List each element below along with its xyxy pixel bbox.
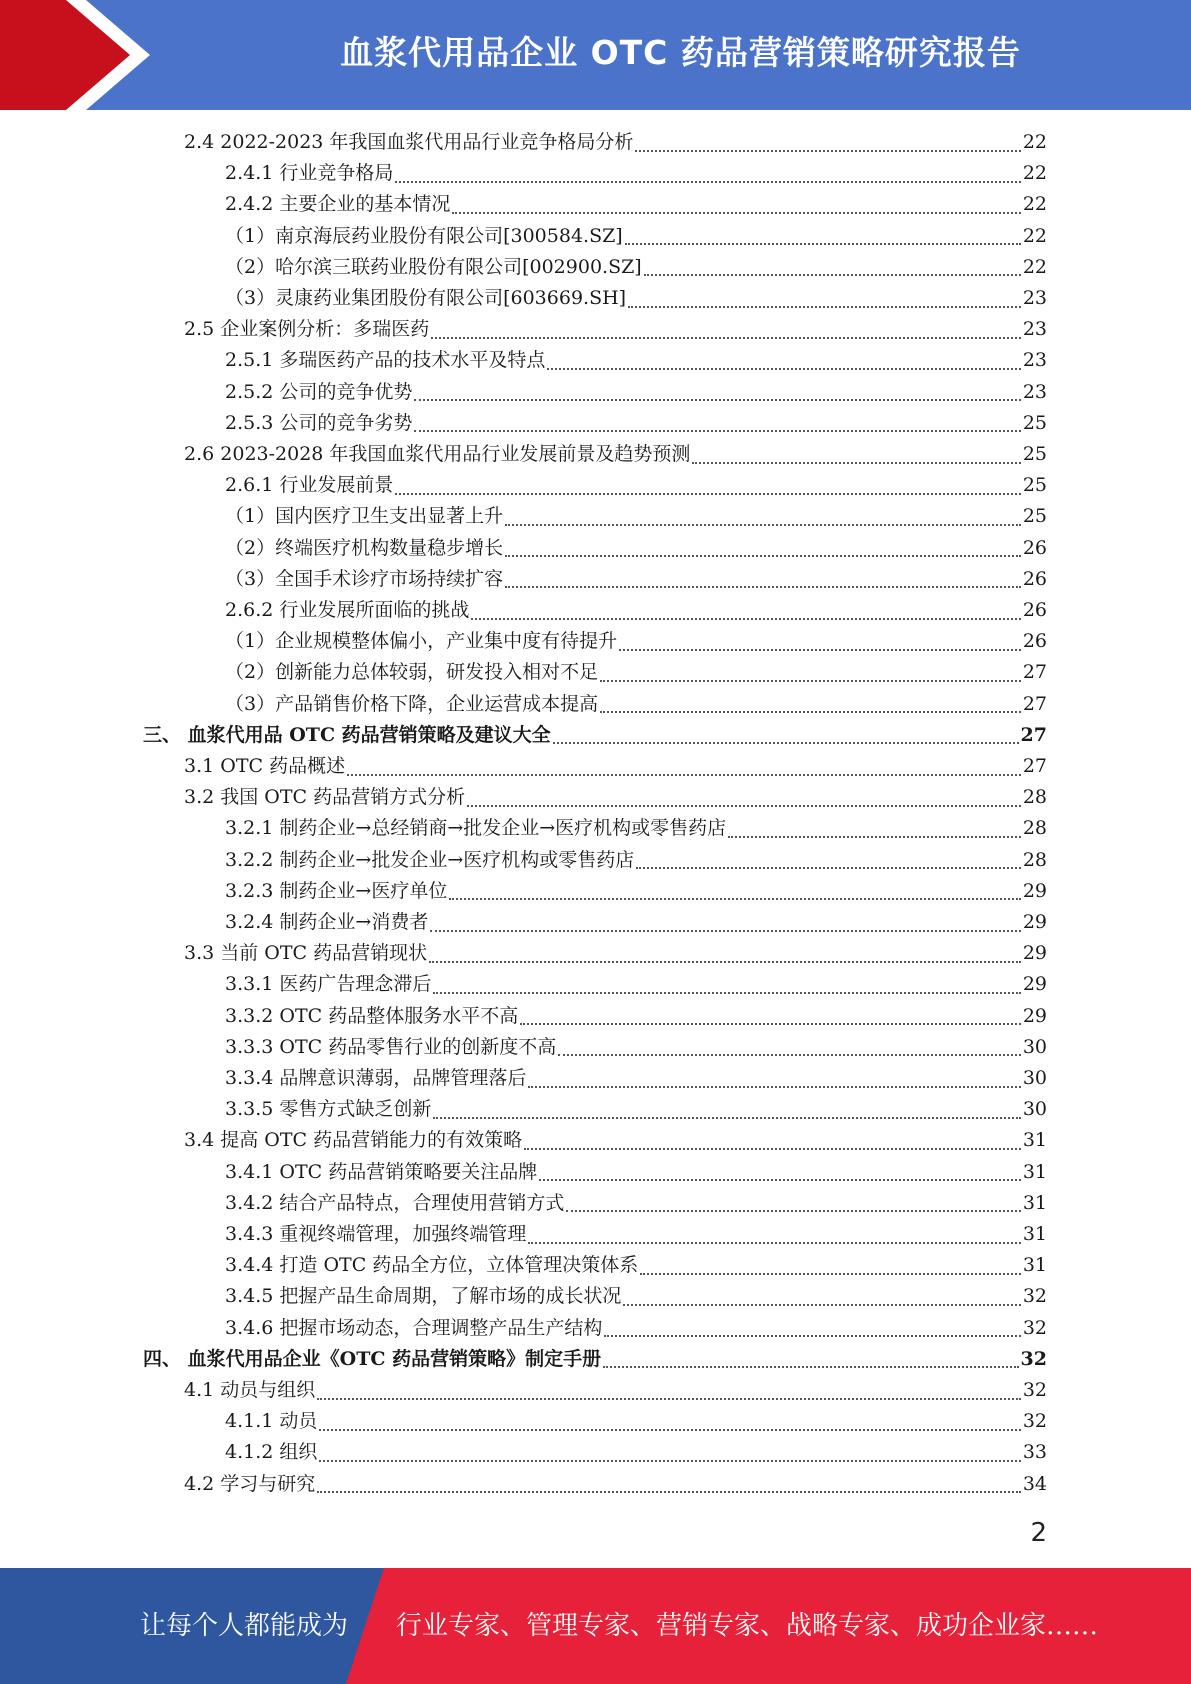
toc-entry-page: 28 [1022, 848, 1047, 871]
toc-entry-title: 主要企业的基本情况 [279, 193, 451, 216]
toc-entry-number: （2） [225, 536, 276, 559]
toc-entry-page: 33 [1022, 1441, 1047, 1464]
toc-entry-title: 动员 [279, 1410, 318, 1433]
toc-dot-leader [317, 1491, 1021, 1493]
toc-entry-number: 3.3.3 [225, 1035, 274, 1058]
toc-entry-title: OTC 药品整体服务水平不高 [279, 1004, 519, 1027]
toc-entry-page: 31 [1022, 1191, 1047, 1214]
toc-entry-number: （1） [225, 505, 276, 528]
toc-entry-page: 29 [1022, 911, 1047, 933]
toc-entry-title: 把握市场动态，合理调整产品生产结构 [279, 1316, 603, 1339]
toc-entry-title: 2023-2028 年我国血浆代用品行业发展前景及趋势预测 [220, 443, 691, 465]
toc-entry-title: 制药企业→总经销商→批发企业→医疗机构或零售药店 [279, 817, 727, 840]
toc-dot-leader [429, 961, 1021, 963]
toc-entry-title: 当前 OTC 药品营销现状 [220, 942, 428, 965]
toc-dot-leader [692, 462, 1020, 464]
toc-dot-leader [623, 1304, 1020, 1306]
toc-entry-title: 结合产品特点，合理使用营销方式 [279, 1191, 565, 1214]
toc-entry-title: OTC 药品零售行业的创新度不高 [279, 1035, 557, 1058]
toc-entry-page: 30 [1022, 1067, 1047, 1089]
toc-entry-title: 企业案例分析：多瑞医药 [220, 318, 430, 341]
toc-entry[interactable] [225, 657, 1047, 688]
toc-dot-leader [600, 711, 1021, 713]
toc-entry-page: 34 [1022, 1472, 1047, 1495]
toc-entry-page: 22 [1022, 162, 1047, 185]
toc-dot-leader [319, 1460, 1020, 1462]
toc-entry-title: 零售方式缺乏创新 [279, 1098, 432, 1121]
toc-entry-page: 27 [1022, 661, 1047, 684]
toc-dot-leader [395, 493, 1020, 495]
toc-entry-gap [181, 720, 188, 751]
toc-dot-leader [644, 274, 1021, 276]
toc-entry-page: 31 [1022, 1223, 1047, 1245]
page-number: 2 [1030, 1518, 1047, 1548]
toc-entry[interactable] [225, 1437, 1047, 1468]
toc-entry[interactable] [225, 501, 1047, 532]
toc-entry-page: 31 [1022, 1160, 1047, 1183]
toc-entry-number: 2.4 [184, 131, 215, 153]
toc-entry-title: 哈尔滨三联药业股份有限公司[002900.SZ] [275, 255, 642, 278]
toc-entry-page: 22 [1022, 193, 1047, 216]
toc-entry-number: 2.6 [184, 443, 215, 465]
toc-dot-leader [635, 150, 1020, 152]
toc-entry-number: 2.5.2 [225, 380, 274, 403]
toc-entry-page: 25 [1022, 411, 1047, 434]
toc-entry-page: 32 [1020, 1347, 1047, 1370]
toc-entry-title: 组织 [279, 1441, 318, 1464]
toc-entry[interactable] [225, 1063, 1047, 1094]
toc-entry-title: 制药企业→批发企业→医疗机构或零售药店 [279, 848, 635, 871]
toc-entry-number: （3） [225, 567, 276, 590]
toc-entry[interactable] [225, 1219, 1047, 1250]
toc-entry-title: 公司的竞争优势 [279, 380, 413, 403]
toc-entry-number: （2） [225, 255, 276, 278]
toc-entry-number: 3.3.1 [225, 973, 274, 996]
toc-entry[interactable] [225, 845, 1047, 876]
toc-entry-title: 南京海辰药业股份有限公司[300584.SZ] [275, 224, 623, 247]
toc-entry[interactable] [225, 689, 1047, 720]
toc-entry-number: 3.1 [184, 755, 215, 777]
toc-entry-title: 灵康药业集团股份有限公司[603669.SH] [275, 287, 627, 309]
toc-entry-page: 22 [1022, 224, 1047, 247]
toc-entry[interactable] [225, 1157, 1047, 1188]
toc-entry[interactable] [225, 1313, 1047, 1344]
header-banner [0, 0, 1191, 110]
toc-entry[interactable] [184, 751, 1047, 782]
toc-entry[interactable] [184, 782, 1047, 813]
toc-entry[interactable] [184, 1469, 1047, 1500]
toc-entry-page: 26 [1022, 536, 1047, 559]
toc-dot-leader [528, 1086, 1020, 1088]
toc-entry[interactable] [225, 907, 1047, 938]
toc-entry-number: （3） [225, 692, 276, 715]
toc-entry-title: 行业发展所面临的挑战 [279, 599, 470, 621]
toc-dot-leader [524, 1148, 1021, 1150]
toc-entry-number: 3.4 [184, 1129, 215, 1152]
toc-entry-number: 4.2 [184, 1472, 215, 1495]
toc-entry-page: 28 [1022, 817, 1047, 840]
toc-entry-title: 多瑞医药产品的技术水平及特点 [279, 349, 546, 372]
toc-entry-number: 3.4.2 [225, 1191, 274, 1214]
toc-entry[interactable] [184, 314, 1047, 345]
toc-entry-title: 提高 OTC 药品营销能力的有效策略 [220, 1129, 523, 1152]
toc-entry-title: 我国 OTC 药品营销方式分析 [220, 786, 466, 809]
toc-dot-leader [604, 1335, 1020, 1337]
toc-entry-number: 2.5.3 [225, 411, 274, 434]
toc-entry-page: 29 [1022, 973, 1047, 996]
toc-entry-title: 企业规模整体偏小，产业集中度有待提升 [275, 630, 618, 653]
toc-entry-number: 2.5 [184, 318, 215, 341]
toc-dot-leader [431, 337, 1021, 339]
toc-entry[interactable] [225, 1001, 1047, 1032]
toc-entry-number: 4.1.2 [225, 1441, 274, 1464]
toc-entry[interactable] [225, 252, 1047, 283]
toc-entry-number: 四、 [143, 1347, 182, 1370]
toc-entry-title: 血浆代用品企业《OTC 药品营销策略》制定手册 [187, 1347, 602, 1370]
toc-dot-leader [505, 524, 1021, 526]
toc-entry-title: 重视终端管理，加强终端管理 [279, 1223, 527, 1245]
toc-dot-leader [319, 1429, 1020, 1431]
toc-entry[interactable] [225, 345, 1047, 376]
toc-entry-page: 32 [1022, 1410, 1047, 1433]
toc-entry-page: 31 [1022, 1254, 1047, 1277]
toc-entry-page: 32 [1022, 1285, 1047, 1308]
toc-dot-leader [566, 1210, 1020, 1212]
toc-entry-number: 3.3.4 [225, 1067, 274, 1089]
toc-entry-title: 全国手术诊疗市场持续扩容 [275, 567, 504, 590]
toc-entry-page: 32 [1022, 1316, 1047, 1339]
toc-entry-page: 26 [1022, 599, 1047, 621]
toc-entry-title: 公司的竞争劣势 [279, 411, 413, 434]
toc-entry-number: 3.2 [184, 786, 215, 809]
toc-entry-page: 32 [1022, 1379, 1047, 1401]
toc-entry-number: 4.1 [184, 1379, 215, 1401]
toc-entry[interactable] [225, 283, 1047, 314]
toc-entry-page: 23 [1022, 318, 1047, 341]
toc-entry-title: 国内医疗卫生支出显著上升 [275, 505, 504, 528]
toc-dot-leader [603, 1366, 1018, 1368]
toc-entry-page: 31 [1022, 1129, 1047, 1152]
toc-entry[interactable] [225, 533, 1047, 564]
toc-entry-title: 行业竞争格局 [279, 162, 394, 185]
toc-entry[interactable] [225, 158, 1047, 189]
toc-entry-number: 三、 [143, 723, 182, 746]
toc-entry-title: 制药企业→消费者 [279, 911, 429, 933]
toc-entry-gap [181, 1344, 188, 1375]
toc-entry-number: 3.4.6 [225, 1316, 274, 1339]
toc-entry-page: 25 [1022, 505, 1047, 528]
toc-entry-number: 3.2.1 [225, 817, 274, 840]
toc-entry-number: （1） [225, 630, 276, 653]
toc-entry[interactable] [225, 876, 1047, 907]
toc-entry-title: 把握产品生命周期，了解市场的成长状况 [279, 1285, 622, 1308]
toc-dot-leader [547, 368, 1020, 370]
toc-entry-number: 3.2.2 [225, 848, 274, 871]
toc-entry-title: 品牌意识薄弱，品牌管理落后 [279, 1067, 527, 1089]
toc-dot-leader [640, 1273, 1021, 1275]
toc-entry[interactable] [184, 439, 1047, 470]
toc-entry[interactable] [225, 189, 1047, 220]
toc-dot-leader [505, 555, 1021, 557]
toc-dot-leader [553, 742, 1019, 744]
toc-entry[interactable] [184, 938, 1047, 969]
toc-entry-page: 22 [1022, 255, 1047, 278]
toc-entry-title: 制药企业→医疗单位 [279, 879, 448, 902]
toc-dot-leader [636, 867, 1021, 869]
footer-slogan: 让每个人都能成为 [140, 1611, 349, 1641]
toc-entry-title: 动员与组织 [220, 1379, 316, 1401]
toc-dot-leader [347, 774, 1021, 776]
toc-entry-title: 创新能力总体较弱，研发投入相对不足 [275, 661, 599, 684]
toc-dot-leader [467, 805, 1021, 807]
toc-entry-page: 23 [1022, 380, 1047, 403]
toc-entry-page: 27 [1022, 692, 1047, 715]
toc-dot-leader [539, 1179, 1021, 1181]
toc-entry-title: 2022-2023 年我国血浆代用品行业竞争格局分析 [220, 131, 634, 153]
header-arrow-icon [0, 0, 170, 110]
toc-dot-leader [414, 430, 1020, 432]
toc-entry-number: 3.4.3 [225, 1223, 274, 1245]
toc-entry[interactable] [225, 1032, 1047, 1063]
toc-entry-number: （3） [225, 287, 276, 309]
toc-entry[interactable] [225, 377, 1047, 408]
toc-entry-page: 28 [1022, 786, 1047, 809]
toc-dot-leader [520, 1023, 1021, 1025]
toc-entry-title: OTC 药品营销策略要关注品牌 [279, 1160, 538, 1183]
toc-entry[interactable] [225, 1250, 1047, 1281]
footer-tagline: 行业专家、管理专家、营销专家、战略专家、成功企业家…… [396, 1611, 1099, 1641]
toc-entry-number: 2.6.2 [225, 599, 274, 621]
toc-dot-leader [452, 212, 1020, 214]
toc-entry-number: 3.4.4 [225, 1254, 274, 1277]
toc-entry-page: 23 [1022, 349, 1047, 372]
toc-entry-title: 行业发展前景 [279, 474, 394, 497]
toc-dot-leader [414, 399, 1020, 401]
toc-entry[interactable] [184, 127, 1047, 158]
toc-entry[interactable] [225, 1094, 1047, 1125]
toc-entry-page: 23 [1022, 287, 1047, 309]
toc-entry-title: 学习与研究 [220, 1472, 316, 1495]
toc-dot-leader [471, 618, 1020, 620]
toc-entry-page: 27 [1020, 723, 1047, 746]
toc-dot-leader [433, 992, 1020, 994]
toc-entry-number: 3.2.4 [225, 911, 274, 933]
toc-entry[interactable] [225, 564, 1047, 595]
toc-dot-leader [728, 836, 1021, 838]
toc-entry-title: 打造 OTC 药品全方位，立体管理决策体系 [279, 1254, 639, 1277]
toc-entry[interactable] [143, 720, 1047, 751]
toc-entry[interactable] [225, 595, 1047, 626]
toc-dot-leader [505, 586, 1021, 588]
toc-dot-leader [317, 1398, 1021, 1400]
toc-entry-page: 29 [1022, 879, 1047, 902]
toc-dot-leader [430, 930, 1020, 932]
toc-entry-number: 2.4.1 [225, 162, 274, 185]
toc-dot-leader [528, 1242, 1020, 1244]
toc-entry[interactable] [225, 408, 1047, 439]
toc-dot-leader [558, 1054, 1021, 1056]
toc-entry-title: 血浆代用品 OTC 药品营销策略及建议大全 [187, 723, 551, 746]
toc-entry-page: 26 [1022, 567, 1047, 590]
toc-entry[interactable] [143, 1344, 1047, 1375]
toc-entry-page: 29 [1022, 1004, 1047, 1027]
toc-entry-number: （2） [225, 661, 276, 684]
toc-entry-number: 3.4.5 [225, 1285, 274, 1308]
toc-entry-page: 27 [1022, 755, 1047, 777]
toc-entry-number: 3.2.3 [225, 879, 274, 902]
toc-entry-title: 产品销售价格下降，企业运营成本提高 [275, 692, 599, 715]
toc-dot-leader [600, 680, 1021, 682]
footer-banner [0, 1568, 1191, 1684]
toc-entry-title: 终端医疗机构数量稳步增长 [275, 536, 504, 559]
toc-entry-page: 22 [1022, 131, 1047, 153]
toc-dot-leader [625, 243, 1021, 245]
toc-dot-leader [449, 898, 1020, 900]
toc-entry-page: 29 [1022, 942, 1047, 965]
toc-entry[interactable] [225, 221, 1047, 252]
toc-entry[interactable] [225, 470, 1047, 501]
toc-entry-number: （1） [225, 224, 276, 247]
toc-dot-leader [433, 1117, 1020, 1119]
toc-entry-page: 25 [1022, 443, 1047, 465]
toc-entry[interactable] [225, 1188, 1047, 1219]
document-title: 血浆代用品企业 OTC 药品营销策略研究报告 [340, 33, 1021, 72]
toc-entry[interactable] [225, 1281, 1047, 1312]
toc-entry-number: 2.6.1 [225, 474, 274, 497]
toc-entry-number: 3.3 [184, 942, 215, 965]
toc-entry-number: 4.1.1 [225, 1410, 274, 1433]
toc-entry[interactable] [184, 1375, 1047, 1406]
toc-entry[interactable] [225, 969, 1047, 1000]
toc-dot-leader [628, 306, 1021, 308]
toc-entry-page: 26 [1022, 630, 1047, 653]
toc-entry[interactable] [225, 813, 1047, 844]
toc-entry[interactable] [225, 1406, 1047, 1437]
toc-entry-number: 3.3.2 [225, 1004, 274, 1027]
toc-entry-title: OTC 药品概述 [220, 755, 346, 777]
toc-entry-page: 30 [1022, 1035, 1047, 1058]
toc-dot-leader [619, 649, 1021, 651]
toc-entry-page: 25 [1022, 474, 1047, 497]
toc-entry-number: 2.5.1 [225, 349, 274, 372]
toc-entry-number: 2.4.2 [225, 193, 274, 216]
toc-entry-title: 医药广告理念滞后 [279, 973, 432, 996]
toc-entry-number: 3.4.1 [225, 1160, 274, 1183]
toc-entry[interactable] [184, 1125, 1047, 1156]
toc-entry[interactable] [225, 626, 1047, 657]
toc-dot-leader [395, 181, 1020, 183]
toc-entry-page: 30 [1022, 1098, 1047, 1121]
toc-entry-number: 3.3.5 [225, 1098, 274, 1121]
